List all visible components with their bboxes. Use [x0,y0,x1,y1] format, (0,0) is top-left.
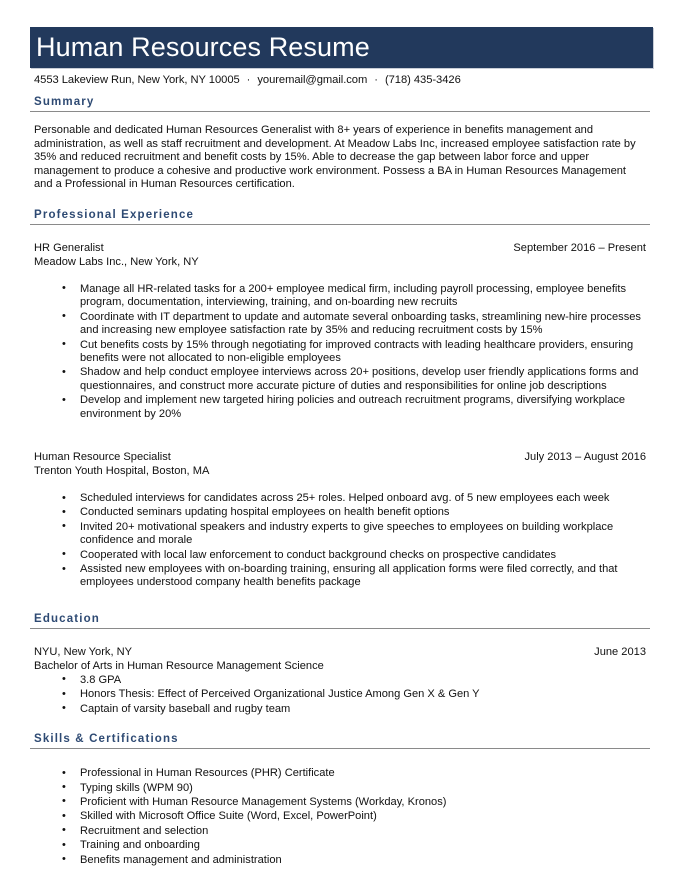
list-item: • Proficient with Human Resource Management Systems (Workday, Kronos) [34,796,646,809]
experience-entry-2 [34,438,646,590]
job-employer-2: Trenton Youth Hospital, Boston, MA [34,465,210,478]
experience-entry-1-header [34,241,646,255]
job-date-1: September 2016 – Present [513,241,646,254]
section-education [0,611,680,716]
list-item: • Shadow and help conduct employee interviews across 20+ positions, develop user friendly applications forms and questionnaires, and construct more accurate picture of duties and responsibilities for online job descriptions [34,366,646,393]
list-item: • Assisted new employees with on-boarding training, ensuring all application forms were filed correctly, and that employees understood company health benefits package [34,563,646,590]
list-item: • Develop and implement new targeted hiring policies and outreach recruitment programs, diversifying workplace environment by 20% [34,394,646,421]
list-item: • Professional in Human Resources (PHR) Certificate [34,767,646,780]
list-item: • Manage all HR-related tasks for a 200+ employee medical firm, including payroll processing, employee benefits program, documentation, interviewing, training, and on-boarding new recruits [34,283,646,310]
list-item: • 3.8 GPA [34,674,646,687]
section-skills [0,731,680,867]
spacer-between-jobs [34,422,646,438]
experience-entry-1 [34,229,646,421]
contact-separator-1: · [246,74,251,86]
contact-line [34,74,461,86]
experience-entry-2-header [34,450,646,464]
experience-body [30,225,650,590]
job-employer-1: Meadow Labs Inc., New York, NY [34,255,199,268]
summary-paragraph: Personable and dedicated Human Resources Generalist with 8+ years of experience in benefits management and administration, as well as staff recruitment and development. At Meadow Labs Inc, increased employee satisfaction rate by 35% and reduced recruitment and benefit costs by 15%. Able to decrease the gap between labor force and upper management to produce a cohesive and productive work environment. Possess a BA in Human Resources Management and a Professional in Human Resources certification. [34,124,636,191]
list-item: • Invited 20+ motivational speakers and industry experts to give speeches to employees on building workplace confidence and morale [34,521,646,548]
list-item: • Cut benefits costs by 15% through negotiating for improved contracts with leading healthcare providers, ensuring benefits were not allocated to non-eligible employees [34,339,646,366]
contact-email[interactable]: youremail@gmail.com [257,74,368,86]
education-bullets [34,674,646,716]
education-body [30,629,650,716]
skills-bullets [34,767,646,867]
education-entry [34,633,646,716]
resume-content [0,94,680,868]
school-name: NYU, New York, NY [34,645,133,658]
list-item: • Training and onboarding [34,839,646,852]
job-bullets-1 [34,283,646,421]
list-item: • Benefits management and administration [34,854,646,867]
spacer-after-experience [0,591,680,611]
list-item: • Cooperated with local law enforcement to conduct background checks on prospective candidates [34,549,646,562]
list-item: • Coordinate with IT department to update and automate several onboarding tasks, streamlining new-hire processes and increasing new employee satisfaction rate by 35% and reducing recruitment costs by 15% [34,311,646,338]
section-heading-education: Education [30,611,650,629]
page-title: Human Resources Resume [36,32,370,62]
list-item: • Recruitment and selection [34,825,646,838]
list-item: • Conducted seminars updating hospital employees on health benefit options [34,506,646,519]
skills-body [30,749,650,867]
job-bullets-2 [34,492,646,590]
section-experience [0,207,680,590]
job-title-2: Human Resource Specialist [34,451,171,464]
contact-separator-2: · [374,74,378,86]
section-heading-experience: Professional Experience [30,207,650,225]
list-item: • Honors Thesis: Effect of Perceived Organizational Justice Among Gen X & Gen Y [34,688,646,701]
job-title-1: HR Generalist [34,241,104,254]
degree-name: Bachelor of Arts in Human Resource Management Science [34,659,324,672]
section-heading-skills: Skills & Certifications [30,731,650,749]
education-date: June 2013 [594,645,646,658]
spacer-after-education [0,717,680,731]
section-summary [0,94,680,194]
summary-body [30,112,650,194]
list-item: • Skilled with Microsoft Office Suite (Word, Excel, PowerPoint) [34,810,646,823]
job-date-2: July 2013 – August 2016 [524,451,646,464]
contact-phone[interactable]: (718) 435-3426 [384,74,461,86]
list-item: • Scheduled interviews for candidates across 25+ roles. Helped onboard avg. of 5 new employees each week [34,492,646,505]
contact-address: 4553 Lakeview Run, New York, NY 10005 [34,74,240,86]
resume-header-banner [30,27,653,68]
education-entry-header [34,645,646,659]
spacer-after-summary [0,194,680,207]
list-item: • Captain of varsity baseball and rugby team [34,703,646,716]
list-item: • Typing skills (WPM 90) [34,782,646,795]
section-heading-summary: Summary [30,94,650,112]
